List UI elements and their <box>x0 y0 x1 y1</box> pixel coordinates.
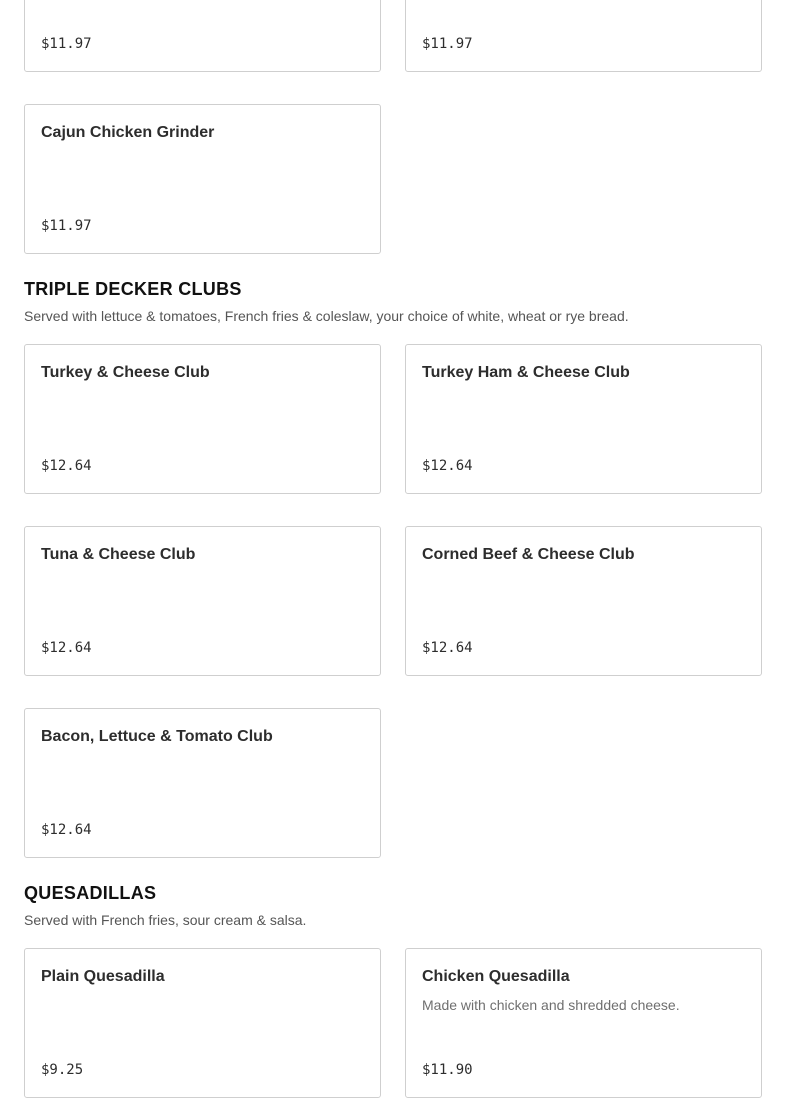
item-name: Cajun Chicken Grinder <box>41 124 215 141</box>
section-title: TRIPLE DECKER CLUBS <box>24 279 242 299</box>
menu-item-card[interactable] <box>405 344 762 494</box>
section-description: Served with French fries, sour cream & salsa. <box>24 912 307 928</box>
section-description: Served with lettuce & tomatoes, French fries & coleslaw, your choice of white, wheat or rye bread. <box>24 308 629 324</box>
item-price: $11.97 <box>41 218 92 234</box>
menu-item-card[interactable] <box>405 0 762 72</box>
item-name: Turkey & Cheese Club <box>41 364 210 381</box>
menu-item-card[interactable] <box>24 948 381 1098</box>
item-price: $12.64 <box>41 640 92 656</box>
item-name: Turkey Ham & Cheese Club <box>422 364 630 381</box>
item-name: Tuna & Cheese Club <box>41 546 196 563</box>
menu-item-card[interactable] <box>24 526 381 676</box>
menu-item-card[interactable] <box>24 104 381 254</box>
item-name: Chicken Quesadilla <box>422 968 570 985</box>
item-price: $11.90 <box>422 1062 473 1078</box>
item-description: Made with chicken and shredded cheese. <box>422 997 680 1013</box>
menu-item-card[interactable] <box>24 0 381 72</box>
item-price: $9.25 <box>41 1062 84 1078</box>
item-price: $12.64 <box>422 640 473 656</box>
item-name: Bacon, Lettuce & Tomato Club <box>41 728 273 745</box>
item-name: Plain Quesadilla <box>41 968 165 985</box>
item-price: $12.64 <box>422 458 473 474</box>
menu-item-card[interactable] <box>405 526 762 676</box>
menu-item-card[interactable] <box>24 708 381 858</box>
item-price: $11.97 <box>422 36 473 52</box>
menu-item-card[interactable] <box>24 344 381 494</box>
item-price: $12.64 <box>41 458 92 474</box>
item-price: $12.64 <box>41 822 92 838</box>
item-name: Corned Beef & Cheese Club <box>422 546 635 563</box>
menu-item-card[interactable] <box>405 948 762 1098</box>
section-title: QUESADILLAS <box>24 883 157 903</box>
item-price: $11.97 <box>41 36 92 52</box>
